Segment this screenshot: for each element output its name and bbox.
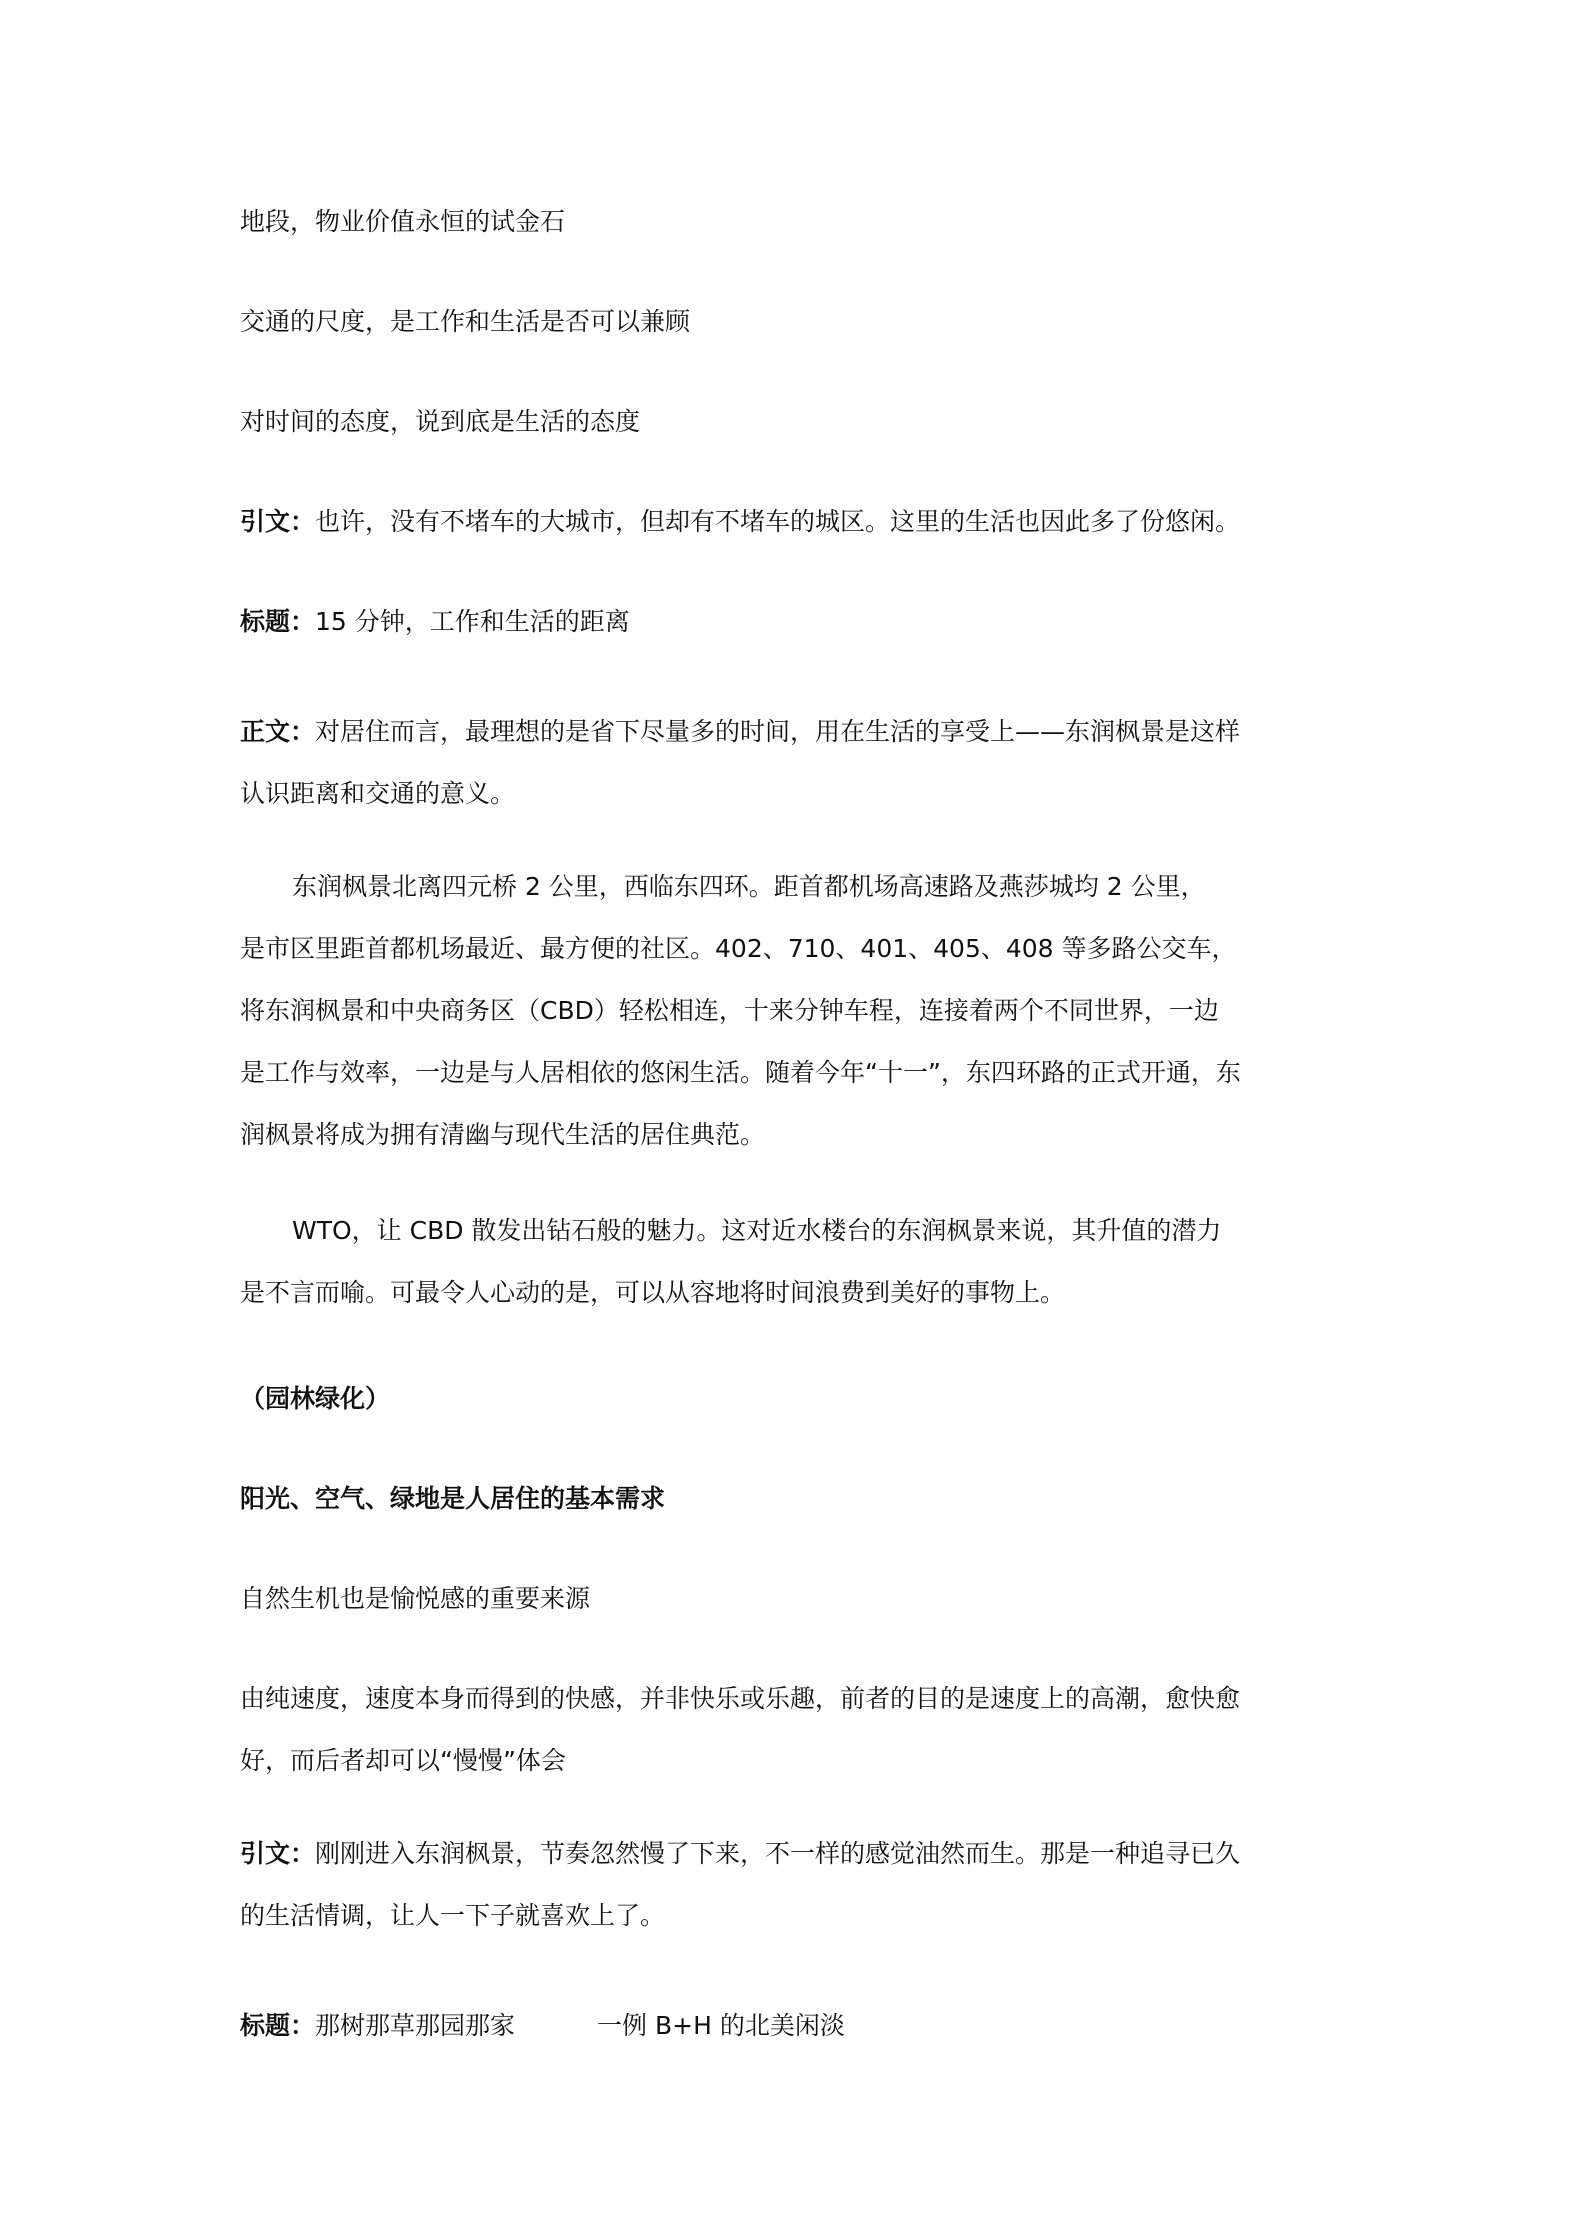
line-time-attitude: 对时间的态度，说到底是生活的态度	[240, 407, 641, 436]
quote-row: 的生活情调，让人一下子就喜欢上了。	[240, 1901, 666, 1930]
paragraph-pure-speed	[240, 1668, 1360, 1792]
paragraph-row: 好，而后者却可以“慢慢”体会	[240, 1746, 566, 1775]
quote-text: 也许，没有不堵车的大城市，但却有不堵车的城区。这里的生活也因此多了份悠闲。	[315, 507, 1241, 536]
paragraph-wto-cbd	[240, 1200, 1360, 1324]
quote-label: 引文：	[240, 507, 316, 536]
quote-label: 引文：	[240, 1839, 316, 1868]
section-landscape-greening: （园林绿化）	[240, 1384, 391, 1413]
body-label: 正文：	[240, 717, 316, 746]
body-living-time	[240, 701, 1360, 825]
paragraph-row: 由纯速度，速度本身而得到的快感，并非快乐或乐趣，前者的目的是速度上的高潮，愈快愈	[240, 1684, 1241, 1713]
paragraph-row: 将东润枫景和中央商务区（CBD）轻松相连，十来分钟车程，连接着两个不同世界，一边	[240, 996, 1219, 1025]
paragraph-row: 是工作与效率，一边是与人居相依的悠闲生活。随着今年“十一”，东四环路的正式开通，东	[240, 1058, 1241, 1087]
paragraph-row: 是不言而喻。可最令人心动的是，可以从容地将时间浪费到美好的事物上。	[240, 1278, 1066, 1307]
paragraph-row: 东润枫景北离四元桥 2 公里，西临东四环。距首都机场高速路及燕莎城均 2 公里，	[292, 872, 1206, 901]
title-subtitle: 一例 B+H 的北美闲淡	[597, 2011, 845, 2040]
paragraph-row: 润枫景将成为拥有清幽与现代生活的居住典范。	[240, 1120, 766, 1149]
title-label: 标题：	[240, 2011, 316, 2040]
paragraph-location-details	[240, 856, 1360, 1166]
line-location-touchstone: 地段，物业价值永恒的试金石	[240, 207, 566, 236]
title-label: 标题：	[240, 607, 316, 636]
title-text: 那树那草那园那家	[315, 2011, 516, 2040]
paragraph-row: 是市区里距首都机场最近、最方便的社区。402、710、401、405、408 等多路公交车，	[240, 934, 1237, 963]
title-trees-grass-garden	[240, 2010, 1360, 2042]
title-15-minutes	[240, 606, 1360, 638]
line-traffic-scale: 交通的尺度，是工作和生活是否可以兼顾	[240, 307, 691, 336]
paragraph-row: WTO，让 CBD 散发出钻石般的魅力。这对近水楼台的东润枫景来说，其升值的潜力	[292, 1216, 1222, 1245]
quote-no-traffic-jam	[240, 506, 1360, 538]
heading-sunlight-air-green: 阳光、空气、绿地是人居住的基本需求	[240, 1484, 666, 1513]
body-row: 正文：对居住而言，最理想的是省下尽量多的时间，用在生活的享受上——东润枫景是这样	[240, 717, 1241, 746]
quote-row: 引文：刚刚进入东润枫景，节奏忽然慢了下来，不一样的感觉油然而生。那是一种追寻已久	[240, 1839, 1241, 1868]
body-row: 认识距离和交通的意义。	[240, 779, 516, 808]
title-text: 15 分钟，工作和生活的距离	[315, 607, 630, 636]
line-natural-vitality: 自然生机也是愉悦感的重要来源	[240, 1584, 591, 1613]
quote-slow-rhythm	[240, 1823, 1360, 1947]
